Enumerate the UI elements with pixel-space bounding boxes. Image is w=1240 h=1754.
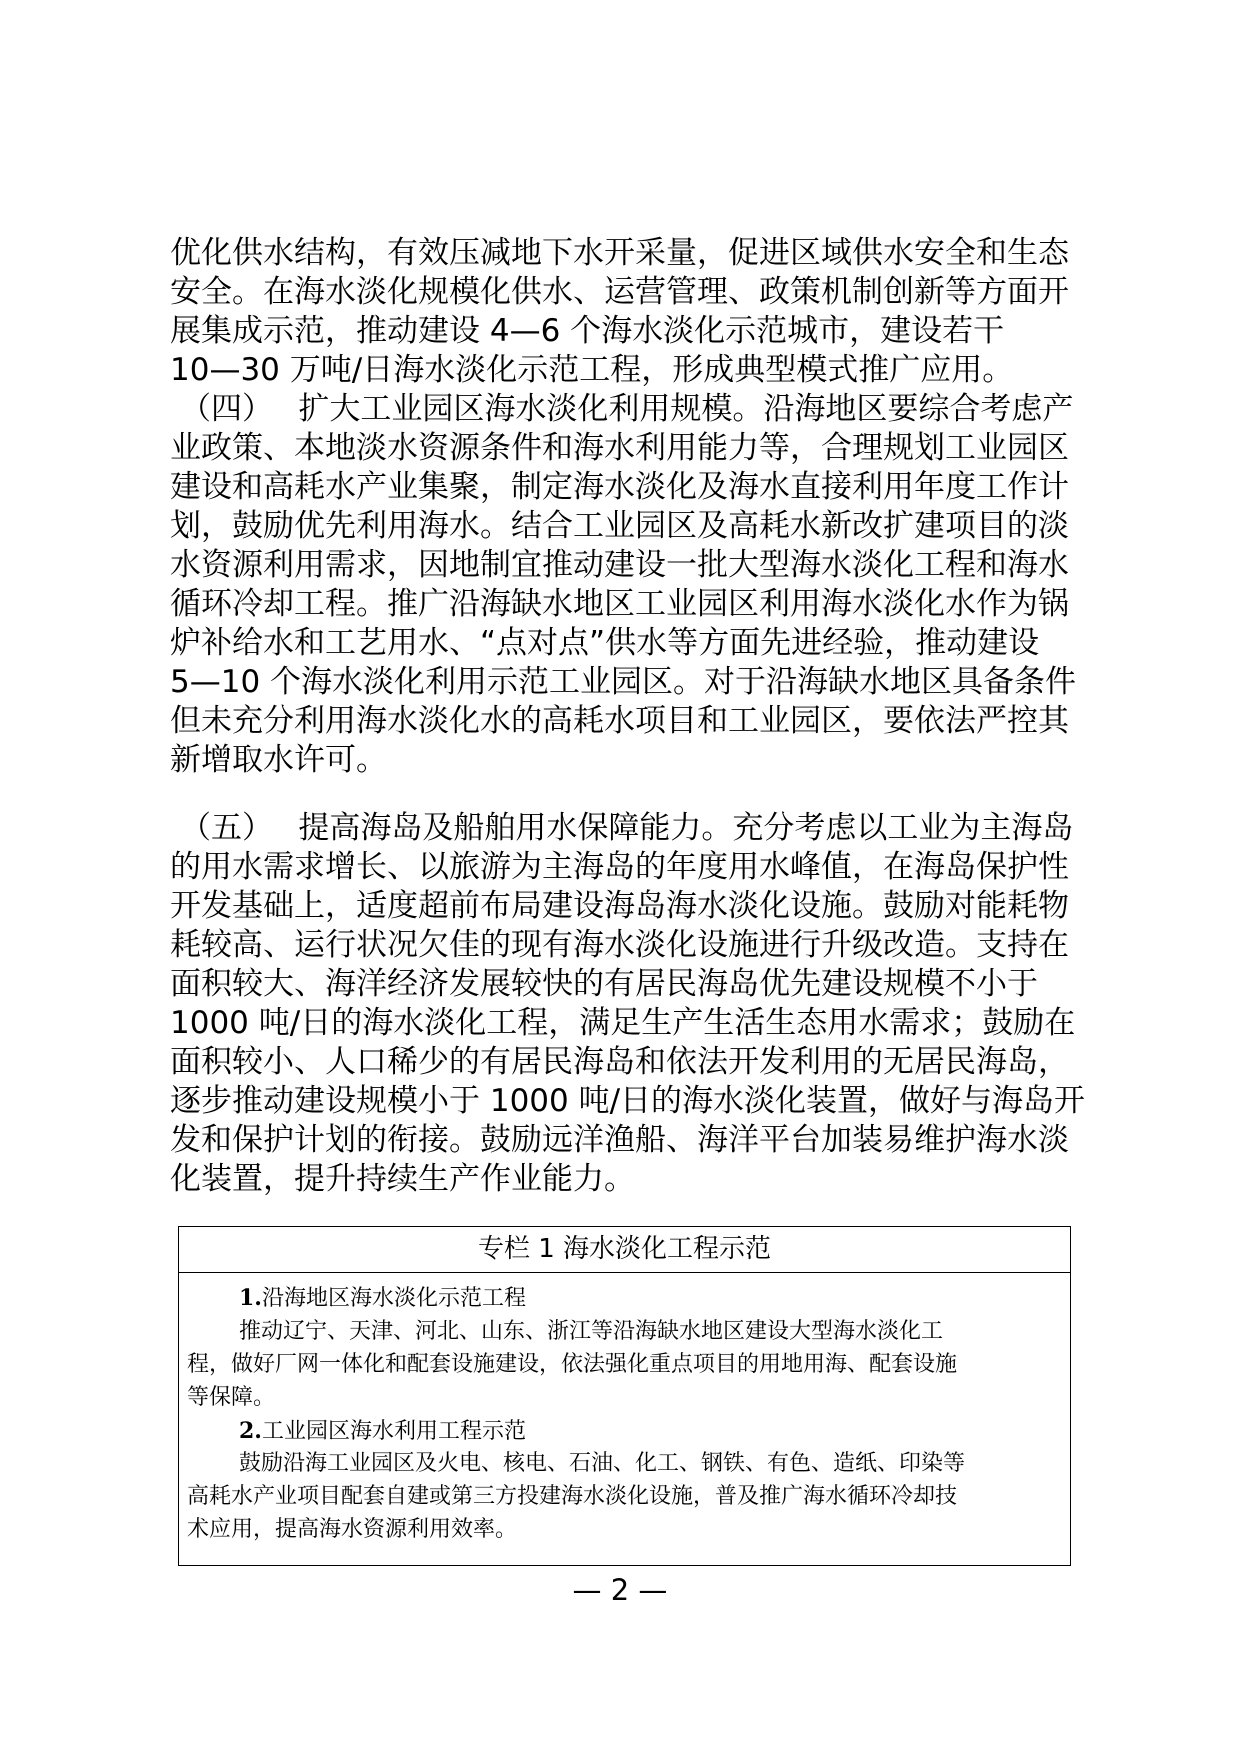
item-number: 2. [239,1418,262,1444]
body-line: 但未充分利用海水淡化水的高耗水项目和工业园区，要依法严控其 [170,703,1069,739]
body-line: 建设和高耗水产业集聚，制定海水淡化及海水直接利用年度工作计 [170,469,1069,505]
column-box [178,1226,1071,1566]
body-line: 的用水需求增长、以旅游为主海岛的年度用水峰值，在海岛保护性 [170,849,1069,885]
column-item-text: 推动辽宁、天津、河北、山东、浙江等沿海缺水地区建设大型海水淡化工 [239,1319,944,1344]
body-line: 划，鼓励优先利用海水。结合工业园区及高耗水新改扩建项目的淡 [170,508,1069,544]
item-heading-text: 沿海地区海水淡化示范工程 [261,1286,526,1311]
body-line: 化装置，提升持续生产作业能力。 [170,1161,635,1197]
column-item-text: 鼓励沿海工业园区及火电、核电、石油、化工、钢铁、有色、造纸、印染等 [239,1451,966,1476]
column-item-heading [239,1282,1109,1314]
item-number: 1. [239,1285,262,1311]
body-line: 优化供水结构，有效压减地下水开采量，促进区域供水安全和生态 [170,235,1069,271]
body-line: 面积较小、人口稀少的有居民海岛和依法开发利用的无居民海岛， [170,1044,1069,1080]
column-item-text: 术应用，提高海水资源利用效率。 [187,1517,518,1542]
body-line: 10—30 万吨/日海水淡化示范工程，形成典型模式推广应用。 [170,352,1014,388]
body-line: 炉补给水和工艺用水、“点对点”供水等方面先进经验，推动建设 [170,625,1040,661]
item-heading-text: 工业园区海水利用工程示范 [261,1419,526,1444]
body-line: 循环冷却工程。推广沿海缺水地区工业园区利用海水淡化水作为锅 [170,586,1069,622]
body-line: 业政策、本地淡水资源条件和海水利用能力等，合理规划工业园区 [170,430,1069,466]
body-line: 安全。在海水淡化规模化供水、运营管理、政策机制创新等方面开 [170,274,1069,310]
column-item-text: 高耗水产业项目配套自建或第三方投建海水淡化设施，普及推广海水循环冷却技 [187,1484,958,1509]
body-line: 水资源利用需求，因地制宜推动建设一批大型海水淡化工程和海水 [170,547,1069,583]
column-box-title: 专栏 1 海水淡化工程示范 [179,1227,1070,1273]
column-item-text: 程，做好厂网一体化和配套设施建设，依法强化重点项目的用地用海、配套设施 [187,1352,958,1377]
column-item-heading [239,1415,1109,1447]
page-number: — 2 — [572,1573,668,1607]
body-line: 5—10 个海水淡化利用示范工业园区。对于沿海缺水地区具备条件 [170,664,1077,700]
column-item-text: 等保障。 [187,1385,276,1410]
body-line: 新增取水许可。 [170,742,387,778]
body-line: 开发基础上，适度超前布局建设海岛海水淡化设施。鼓励对能耗物 [170,888,1069,924]
body-line: 展集成示范，推动建设 4—6 个海水淡化示范城市，建设若干 [170,313,1005,349]
body-line: 耗较高、运行状况欠佳的现有海水淡化设施进行升级改造。支持在 [170,927,1069,963]
body-line: 1000 吨/日的海水淡化工程，满足生产生活生态用水需求；鼓励在 [170,1005,1076,1041]
section-heading-5: （五） 提高海岛及船舶用水保障能力。充分考虑以工业为主海岛 [180,810,1074,846]
section-heading-4: （四） 扩大工业园区海水淡化利用规模。沿海地区要综合考虑产 [180,391,1074,427]
body-line: 面积较大、海洋经济发展较快的有居民海岛优先建设规模不小于 [170,966,1038,1002]
body-line: 发和保护计划的衔接。鼓励远洋渔船、海洋平台加装易维护海水淡 [170,1122,1069,1158]
body-line: 逐步推动建设规模小于 1000 吨/日的海水淡化装置，做好与海岛开 [170,1083,1086,1119]
